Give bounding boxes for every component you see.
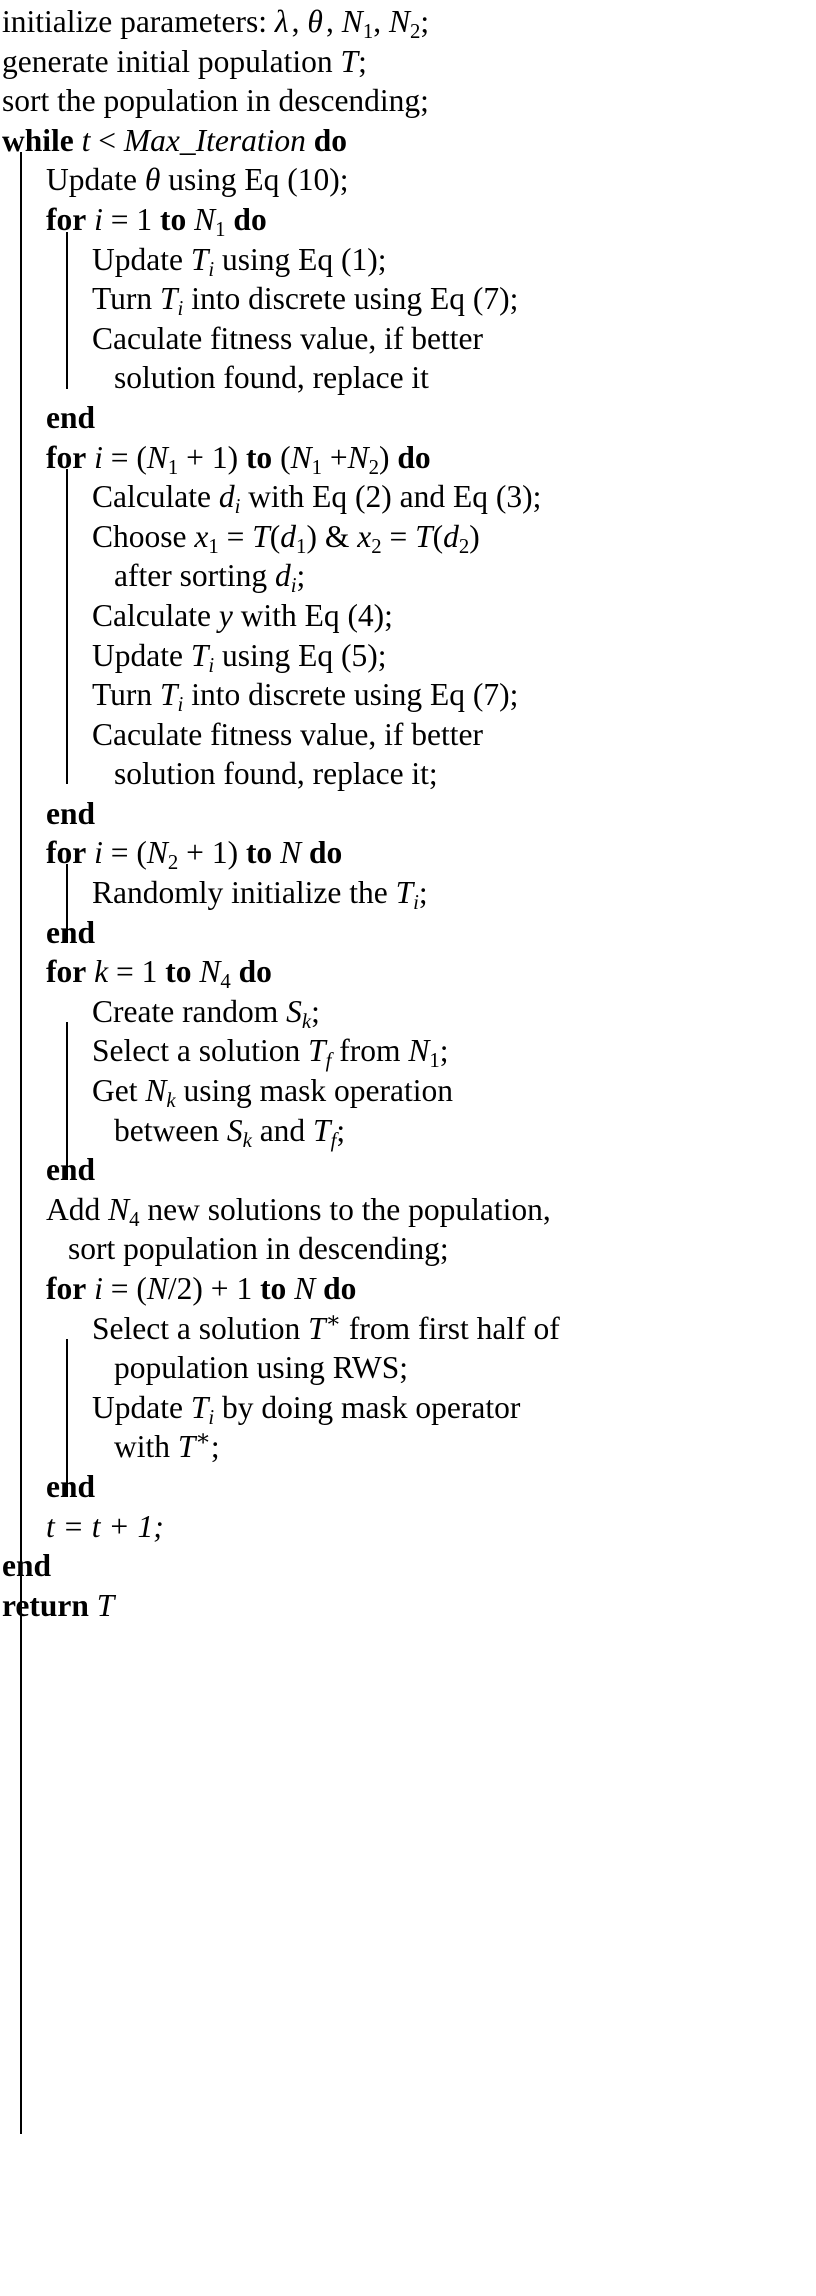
to-keyword-3: to: [245, 835, 273, 871]
by-doing-mask-label: by doing mask operator: [222, 1389, 521, 1425]
n-bound-3: N: [280, 835, 302, 871]
line-caculate-fitness-1: [2, 319, 816, 359]
nk-subscript: k: [166, 1088, 176, 1112]
t-var-5: T: [160, 677, 178, 713]
less-than-operator: <: [98, 122, 117, 158]
while-keyword: while: [2, 122, 74, 158]
d2-subscript: 2: [458, 534, 470, 558]
line-end-while: [2, 1546, 816, 1586]
theta-var: θ: [144, 162, 161, 198]
for-keyword-5: for: [46, 1271, 87, 1306]
line-solution-replace-2: [2, 754, 816, 794]
semicolon-4: ;: [418, 875, 428, 911]
sort-population-label-2: sort population in descending;: [68, 1231, 449, 1267]
lparen-6: (: [136, 1271, 147, 1306]
rparen-4: ): [469, 518, 480, 554]
rparen-1: ): [227, 439, 239, 475]
line-choose-x1-x2: [2, 517, 816, 557]
x2-subscript: 2: [371, 534, 382, 558]
generate-population-label: generate initial population: [2, 43, 333, 79]
t-var-9: T: [190, 1389, 209, 1425]
do-keyword-1: do: [313, 122, 348, 158]
to-keyword-2: to: [245, 439, 273, 475]
line-for2-header: [2, 438, 816, 478]
after-sorting-label: after sorting: [114, 558, 268, 594]
semicolon-7: ;: [336, 1112, 346, 1148]
i-var-5: i: [94, 1271, 103, 1306]
do-keyword-4: do: [308, 835, 343, 871]
line-turn-ti-discrete-1: [2, 279, 816, 319]
equals-5: =: [110, 835, 129, 871]
end-keyword-2: end: [46, 795, 96, 831]
i-var-2: i: [94, 439, 103, 475]
using-label-1: using: [168, 162, 237, 198]
n1-upper-2: N: [290, 439, 312, 475]
t-increment-expression: t = t + 1;: [46, 1508, 164, 1544]
plus-1: +: [186, 439, 204, 475]
t-var-3: T: [160, 281, 178, 317]
i-var-1: i: [94, 201, 103, 237]
randomly-initialize-label: Randomly initialize the: [92, 875, 388, 911]
to-keyword-4: to: [165, 954, 192, 990]
x2-var: x: [357, 518, 372, 554]
ti-subscript-5: i: [413, 890, 419, 914]
caculate-fitness-label-1: Caculate fitness value, if better: [92, 320, 483, 356]
line-end-for1: [2, 398, 816, 438]
comma-2: ,: [326, 4, 334, 39]
equals-4: =: [389, 518, 408, 554]
s-var-1: S: [286, 993, 302, 1029]
tf-subscript-1: f: [325, 1049, 332, 1073]
line-turn-ti-discrete-2: [2, 675, 816, 715]
n-var-1: N: [145, 1073, 167, 1109]
eq2-ref: Eq (2): [312, 479, 392, 515]
for-keyword-4: for: [46, 954, 87, 990]
n1-lower-2: N: [146, 439, 168, 475]
eq10-ref: Eq (10);: [244, 162, 349, 198]
t-var-8: T: [313, 1112, 331, 1148]
sk-subscript-2: k: [242, 1128, 252, 1152]
rparen-3: ): [306, 518, 317, 554]
eq4-ref: Eq (4);: [304, 597, 393, 633]
with-label-1: with: [248, 479, 305, 515]
comma-1: ,: [291, 4, 300, 39]
rparen-6: ): [192, 1271, 203, 1306]
line-end-for5: [2, 1467, 816, 1507]
and-label-1: and: [399, 479, 446, 515]
lambda-symbol: λ: [274, 4, 292, 39]
line-return-t: [2, 1586, 816, 1626]
y-var: y: [218, 597, 233, 633]
from-first-half-label: from first half of: [348, 1310, 560, 1346]
eq7-ref-1: Eq (7);: [430, 281, 519, 317]
d1-var: d: [280, 518, 297, 554]
line-update-ti-eq1: [2, 240, 816, 280]
i-var-3: i: [94, 835, 103, 871]
using-label-2: using: [222, 241, 291, 277]
line-add-n4-solutions: [2, 1190, 816, 1230]
line-sort-pop-desc-2: [2, 1229, 816, 1269]
line-for3-header: [2, 833, 816, 873]
into-discrete-label-1: into discrete using: [191, 281, 423, 317]
t-func-1: T: [252, 518, 270, 554]
using-mask-label: using mask operation: [183, 1073, 453, 1109]
from-label-1: from: [339, 1033, 401, 1069]
line-create-random-sk: [2, 992, 816, 1032]
line-population-rws: [2, 1348, 816, 1388]
line-after-sorting-di: [2, 556, 816, 596]
s-var-2: S: [226, 1112, 243, 1148]
update-label-3: Update: [92, 637, 183, 673]
line-for1-header: [2, 200, 816, 240]
ampersand-operator: &: [324, 518, 350, 554]
n1-upper-sub-2: 1: [311, 455, 322, 479]
one-literal-3: 1: [211, 835, 228, 871]
add-label: Add: [46, 1191, 101, 1227]
line-gen-population: [2, 42, 816, 82]
for-keyword-2: for: [46, 439, 87, 475]
line-init-params: [2, 2, 816, 42]
line-end-for3: [2, 913, 816, 953]
semicolon-3: ;: [296, 558, 306, 594]
line-update-ti-eq5: [2, 636, 816, 676]
d1-subscript: 1: [296, 534, 307, 558]
theta-symbol: θ: [307, 4, 327, 39]
di-subscript-1: i: [234, 494, 241, 518]
n1-ref-sub: 1: [429, 1049, 440, 1073]
end-keyword-6: end: [2, 1548, 52, 1584]
ti-subscript-3: i: [208, 653, 215, 677]
sort-population-label: sort the population in descending;: [2, 83, 429, 119]
t-symbol-1: T: [340, 43, 359, 79]
line-while-header: [2, 121, 816, 161]
get-label: Get: [92, 1073, 138, 1109]
eq5-ref: Eq (5);: [298, 637, 387, 673]
n2-lower-3: N: [146, 835, 168, 871]
line-end-for2: [2, 794, 816, 834]
line-with-tstar: [2, 1427, 816, 1467]
solution-replace-label-1: solution found, replace it: [114, 360, 429, 396]
di-subscript-2: i: [290, 574, 297, 598]
equals-1: =: [110, 201, 129, 237]
n4-add: N: [108, 1191, 130, 1227]
select-solution-label-2: Select a solution: [92, 1310, 301, 1346]
update-label-2: Update: [92, 241, 183, 277]
one-literal-4: 1: [141, 954, 158, 990]
ti-subscript-2: i: [177, 296, 184, 320]
t-var-4: T: [190, 637, 209, 673]
t-var-2: T: [190, 241, 209, 277]
equals-6: =: [115, 954, 134, 990]
plus-3: +: [186, 835, 204, 871]
semicolon-2: ;: [358, 43, 367, 79]
new-solutions-label: new solutions to the population,: [147, 1191, 551, 1227]
equals-3: =: [226, 518, 245, 554]
d-var-2: d: [274, 558, 291, 594]
for-keyword-1: for: [46, 201, 87, 237]
ti-subscript-1: i: [208, 257, 215, 281]
lparen-5: (: [136, 835, 147, 871]
t-var-1: t: [81, 122, 91, 158]
init-params-label: initialize parameters:: [2, 4, 267, 39]
k-var-1: k: [94, 954, 109, 990]
solution-replace-label-2: solution found, replace it;: [114, 756, 438, 792]
lparen-2: (: [280, 439, 291, 475]
one-literal-1: 1: [136, 201, 153, 237]
end-keyword-3: end: [46, 914, 96, 950]
semicolon-5: ;: [311, 993, 320, 1029]
rparen-2: ): [379, 439, 390, 475]
to-keyword-5: to: [260, 1271, 287, 1306]
end-keyword-4: end: [46, 1152, 96, 1188]
n4-add-sub: 4: [129, 1207, 140, 1231]
semicolon-6: ;: [439, 1033, 449, 1069]
tf-subscript-2: f: [330, 1128, 337, 1152]
t-var-7: T: [308, 1033, 326, 1069]
create-random-label: Create random: [92, 993, 279, 1029]
star-superscript-1: ∗: [325, 1307, 342, 1333]
eq3-ref: Eq (3);: [452, 479, 542, 515]
d2-var: d: [443, 518, 459, 554]
rparen-5: ): [227, 835, 239, 871]
n4-bound-sub: 4: [220, 970, 231, 994]
n1-symbol: N: [341, 4, 363, 39]
x1-subscript: 1: [208, 534, 219, 558]
line-calc-y: [2, 596, 816, 636]
line-between-sk-tf: [2, 1111, 816, 1151]
do-keyword-5: do: [238, 954, 272, 990]
for-keyword-3: for: [46, 835, 87, 871]
d-var-1: d: [218, 479, 235, 515]
n1-subscript: 1: [362, 19, 374, 43]
eq1-ref: Eq (1);: [298, 241, 387, 277]
plus-2: +: [329, 439, 348, 475]
line-calc-di: [2, 477, 816, 517]
choose-label: Choose: [92, 518, 187, 554]
end-keyword-1: end: [46, 399, 96, 435]
return-keyword: return: [2, 1587, 89, 1623]
line-update-theta: [2, 160, 816, 200]
caculate-fitness-label-2: Caculate fitness value, if better: [92, 716, 483, 752]
line-select-tstar: [2, 1309, 816, 1349]
population-rws-label: population using RWS;: [114, 1350, 409, 1386]
line-get-nk-mask: [2, 1071, 816, 1111]
into-discrete-label-2: into discrete using: [191, 677, 423, 713]
line-caculate-fitness-2: [2, 715, 816, 755]
update-label-4: Update: [92, 1389, 183, 1425]
lparen-3: (: [269, 518, 281, 554]
t-func-2: T: [415, 518, 433, 554]
n2-upper-sub-2: 2: [368, 455, 380, 479]
turn-label-1: Turn: [92, 281, 153, 317]
t-star-1: T: [308, 1310, 326, 1346]
semicolon-8: ;: [210, 1429, 220, 1465]
eq7-ref-2: Eq (7);: [430, 677, 519, 713]
n1-bound-sub-1: 1: [215, 217, 226, 241]
ti-subscript-6: i: [208, 1405, 215, 1429]
n1-bound-1: N: [194, 201, 216, 237]
do-keyword-2: do: [233, 201, 267, 237]
with-label-3: with: [114, 1429, 171, 1465]
line-solution-replace-1: [2, 358, 816, 398]
n-half-num: N: [146, 1271, 168, 1306]
n2-symbol: N: [388, 4, 410, 39]
n1-ref: N: [408, 1033, 430, 1069]
ti-subscript-4: i: [177, 692, 184, 716]
one-literal-5: 1: [236, 1271, 253, 1306]
turn-label-2: Turn: [92, 677, 153, 713]
star-superscript-2: ∗: [195, 1426, 211, 1452]
between-label: between: [114, 1112, 219, 1148]
t-star-2: T: [177, 1429, 196, 1465]
n-bound-5: N: [294, 1271, 316, 1306]
line-select-solution-tf: [2, 1031, 816, 1071]
end-keyword-5: end: [46, 1468, 96, 1504]
line-t-increment: [2, 1507, 816, 1547]
equals-7: =: [110, 1271, 129, 1306]
calculate-label-2: Calculate: [92, 597, 211, 633]
with-label-2: with: [240, 597, 297, 633]
line-sort-population: [2, 81, 816, 121]
t-var-6: T: [395, 875, 414, 911]
x1-var: x: [194, 518, 209, 554]
to-keyword-1: to: [160, 201, 187, 237]
lparen-1: (: [136, 439, 147, 475]
one-literal-2: 1: [211, 439, 228, 475]
slash-operator: /: [167, 1271, 177, 1306]
and-label-2: and: [259, 1112, 306, 1148]
semicolon-1: ;: [420, 4, 430, 39]
line-end-for4: [2, 1150, 816, 1190]
n2-subscript: 2: [409, 19, 421, 43]
line-for4-header: [2, 952, 816, 992]
calculate-label-1: Calculate: [92, 479, 211, 515]
using-label-3: using: [222, 637, 291, 673]
n4-bound: N: [199, 954, 221, 990]
do-keyword-3: do: [397, 439, 431, 475]
select-solution-label-1: Select a solution: [92, 1033, 301, 1069]
t-return-var: T: [96, 1587, 115, 1623]
two-literal: 2: [176, 1271, 193, 1306]
lparen-4: (: [432, 518, 444, 554]
plus-4: +: [210, 1271, 229, 1306]
line-update-ti-mask: [2, 1388, 816, 1428]
n1-lower-sub-2: 1: [167, 455, 179, 479]
line-random-init-ti: [2, 873, 816, 913]
n2-lower-sub-3: 2: [167, 851, 179, 875]
equals-2: =: [110, 439, 129, 475]
line-for5-header: [2, 1269, 816, 1309]
max-iteration-var: Max_Iteration: [123, 122, 306, 158]
sk-subscript-1: k: [301, 1009, 312, 1033]
update-label-1: Update: [46, 162, 137, 198]
n2-upper-2: N: [347, 439, 369, 475]
comma-3: ,: [373, 4, 382, 39]
do-keyword-6: do: [323, 1271, 357, 1306]
